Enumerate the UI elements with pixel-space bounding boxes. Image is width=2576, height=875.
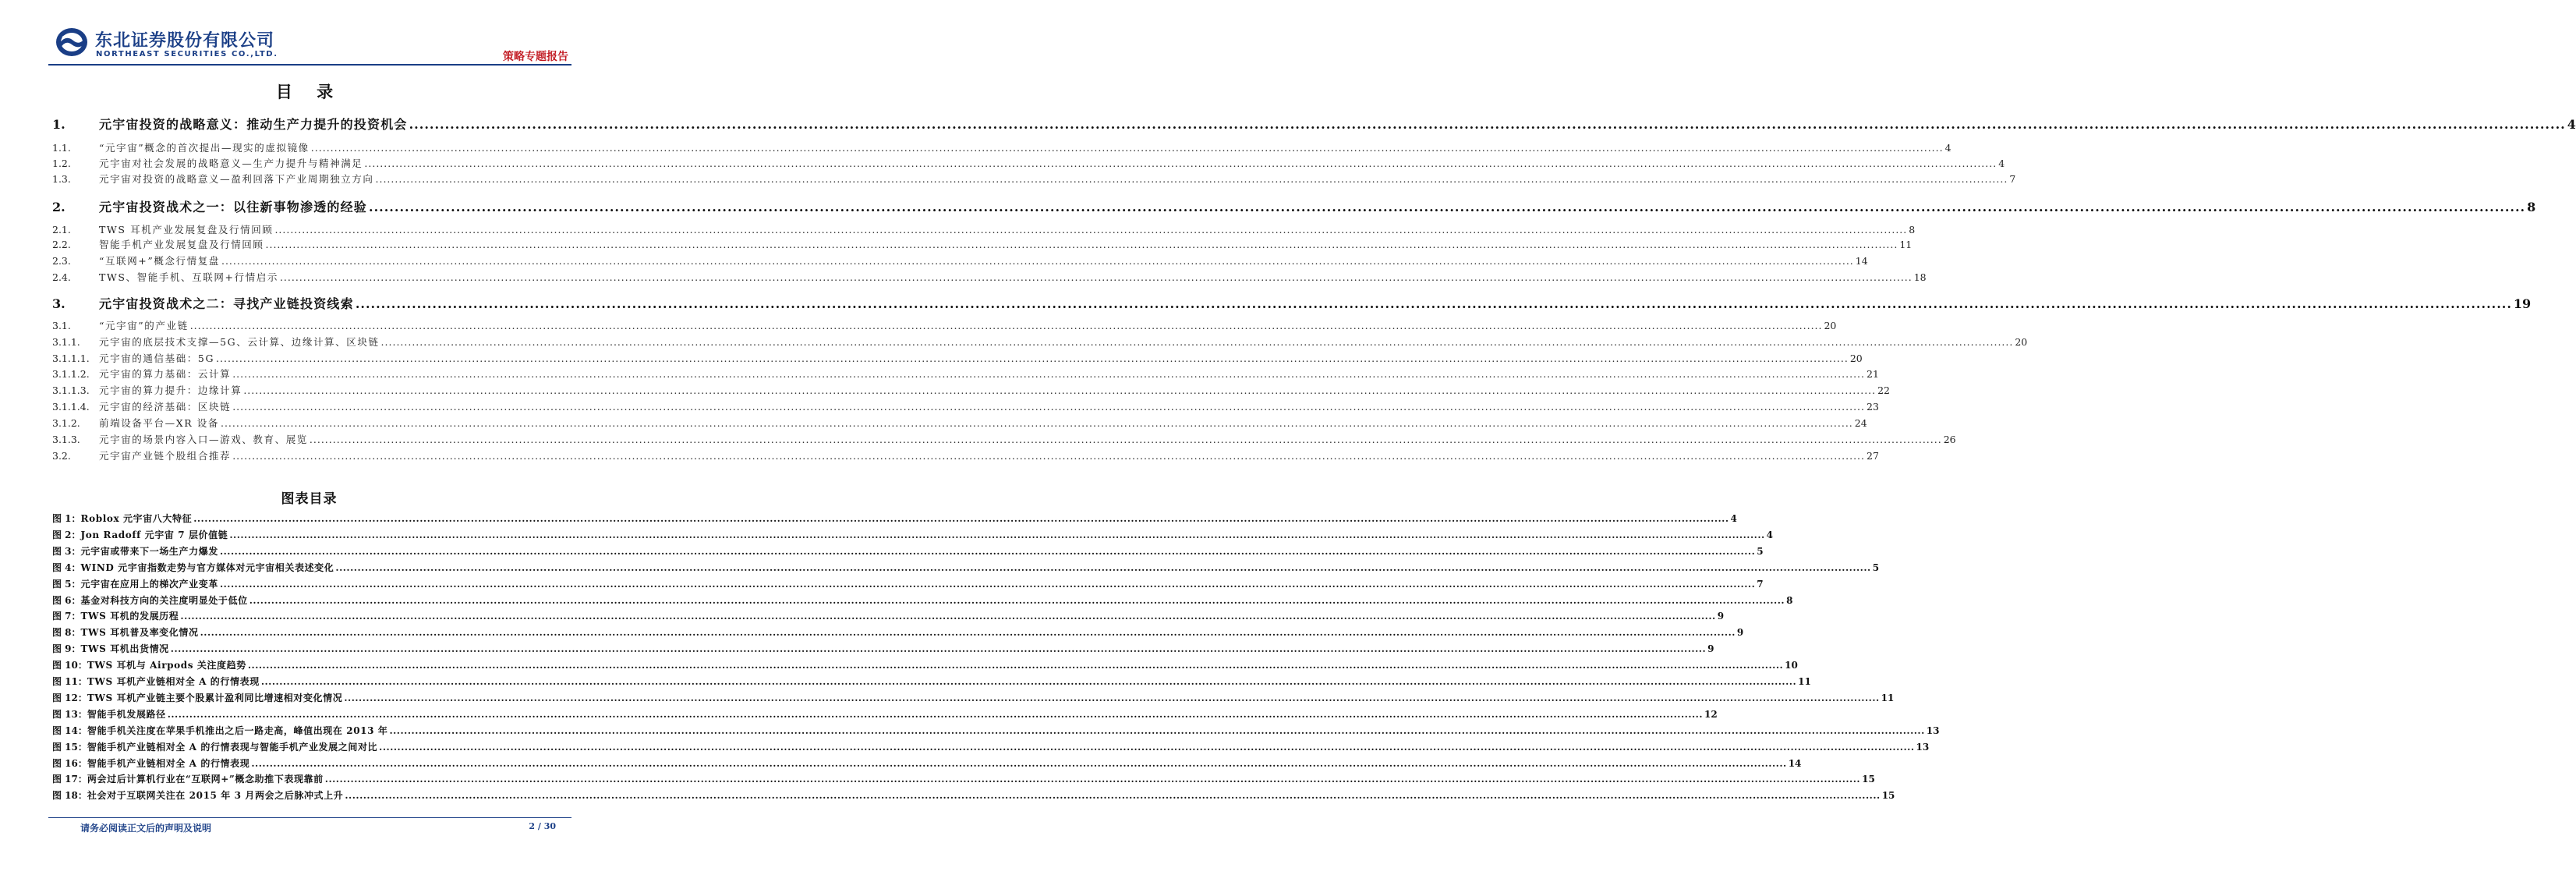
figure-entry[interactable] [52,707,1718,721]
figure-entry-number: 图 8： [52,627,81,639]
figure-entry-number: 图 13： [52,708,87,720]
figure-entry[interactable] [52,593,1793,608]
dot-leader [356,296,2512,311]
toc-entry-title: 元宇宙的算力基础：云计算 [99,368,232,380]
figure-entry-page: 9 [1717,611,1725,622]
toc-entry-page: 8 [2527,200,2536,214]
dot-leader [344,693,1879,703]
figure-entry-title: WIND 元宇宙指数走势与官方媒体对元宇宙相关表述变化 [80,561,334,573]
figure-entry-number: 图 12： [52,692,87,703]
figure-entry-number: 图 14： [52,724,87,736]
toc-entry[interactable] [52,367,1879,381]
figure-entry-number: 图 7： [52,611,81,622]
toc-entry-title: 元宇宙对投资的战略意义—盈利回落下产业周期独立方向 [99,173,374,185]
figure-entry-page: 13 [1916,741,1930,753]
figure-entry-title: 基金对科技方向的关注度明显处于低位 [80,594,248,606]
dot-leader [310,434,1942,445]
figure-entry-page: 9 [1736,627,1744,639]
figure-entry-number: 图 16： [52,757,87,769]
toc-entry-title: TWS、智能手机、互联网+行情启示 [99,271,278,283]
figure-entry-number: 图 11： [52,676,87,687]
figure-entry-number: 图 5： [52,578,81,590]
dot-leader [381,336,2014,348]
toc-entry-number: 1.1. [52,142,71,154]
figure-entry-number: 图 18： [52,790,87,802]
dot-leader [171,643,1706,654]
figure-entry-number: 图 2： [52,529,81,540]
figure-entry[interactable] [52,528,1774,542]
toc-entry-page: 4 [2567,117,2576,132]
toc-entry-number: 3.1.1.2. [52,368,90,380]
dot-leader [335,562,1870,573]
toc-entry-title: 元宇宙投资战术之二：寻找产业链投资线索 [99,296,354,311]
figure-entry[interactable] [52,691,1895,705]
figure-entry-page: 13 [1926,724,1940,736]
dot-leader [200,627,1736,638]
toc-entry-title: 元宇宙的经济基础：区块链 [99,401,232,413]
figure-entry-title: TWS 耳机产业链相对全 A 的行情表现 [87,676,260,687]
figure-entry-title: TWS 耳机产业链主要个股累计盈利同比增速相对变化情况 [87,692,343,703]
toc-entry[interactable] [52,222,1916,236]
figure-entry-number: 图 17： [52,774,87,785]
toc-entry[interactable] [52,448,1879,462]
figure-entry-title: 元宇宙或带来下一场生产力爆发 [80,545,218,557]
company-logo-icon [55,27,89,58]
toc-entry[interactable] [52,318,1837,332]
dot-leader [379,742,1914,753]
dot-leader [220,546,1755,557]
toc-entry-page: 19 [2513,296,2532,311]
figure-entry-number: 图 6： [52,594,81,606]
toc-entry[interactable] [52,156,2005,170]
toc-entry-number: 2. [52,200,65,214]
toc-entry-title: 元宇宙的底层技术支撑—5G、云计算、边缘计算、区块链 [99,336,380,348]
toc-entry[interactable] [52,197,2536,214]
toc-entry-title: 智能手机产业发展复盘及行情回顾 [99,239,264,250]
toc-entry-page: 20 [1849,352,1863,364]
dot-leader [274,224,1907,236]
dot-leader [249,595,1785,606]
figure-entry-page: 10 [1785,660,1798,671]
figure-entry-title: Jon Radoff 元宇宙 7 层价值链 [80,529,228,540]
figure-entry-title: TWS 耳机的发展历程 [80,611,179,622]
figure-entry-page: 5 [1872,561,1880,573]
toc-entry-page: 4 [1944,142,1951,154]
dot-leader [229,530,1764,540]
figure-entry-page: 8 [1786,594,1793,606]
figure-entry-number: 图 15： [52,741,87,753]
dot-leader [190,320,1823,331]
dot-leader [376,173,2008,185]
figure-entry-title: 智能手机关注度在苹果手机推出之后一路走高，峰值出现在 2013 年 [87,724,388,736]
toc-entry-page: 22 [1877,384,1891,396]
toc-entry-title: 元宇宙的场景内容入口—游戏、教育、展览 [99,434,308,445]
figure-entry-title: 元宇宙在应用上的梯次产业变革 [80,578,218,590]
toc-entry-number: 2.2. [52,239,71,250]
toc-entry-title: 元宇宙对社会发展的战略意义—生产力提升与精神满足 [99,158,363,169]
dot-leader [221,255,1854,267]
figures-heading: 图表目录 [281,491,338,507]
toc-entry-number: 3.1.1.1. [52,352,90,364]
figure-entry[interactable] [52,642,1714,656]
company-name-cn: 东北证券股份有限公司 [95,31,275,51]
toc-entry-page: 14 [1855,255,1868,267]
toc-entry-page: 4 [1998,158,2005,169]
figure-entry-page: 11 [1881,692,1895,703]
toc-entry-number: 3.2. [52,450,71,462]
figure-entry[interactable] [52,788,1895,802]
figure-entry-title: 智能手机产业链相对全 A 的行情表现 [87,757,250,769]
figure-entry-page: 14 [1788,757,1802,769]
figure-entry-title: TWS 耳机普及率变化情况 [80,627,199,639]
figure-entry[interactable] [52,512,1737,526]
figure-entry[interactable] [52,609,1725,623]
toc-entry-number: 3.1.1.3. [52,384,90,396]
toc-entry-page: 26 [1943,434,1956,445]
figure-entry-title: TWS 耳机与 Airpods 关注度趋势 [87,660,246,671]
figure-entry-title: 智能手机产业链相对全 A 的行情表现与智能手机产业发展之间对比 [87,741,378,753]
figure-entry-number: 图 9： [52,643,81,655]
dot-leader [232,368,1865,380]
toc-entry-number: 2.1. [52,224,71,236]
figure-entry[interactable] [52,756,1802,770]
figure-entry-page: 15 [1881,790,1895,802]
toc-entry[interactable] [52,140,1951,154]
toc-entry-number: 3. [52,296,65,311]
toc-entry-page: 8 [1909,224,1916,236]
dot-leader [345,790,1880,801]
figure-entry-number: 图 10： [52,660,87,671]
figure-entry[interactable] [52,577,1764,591]
figure-entry-page: 7 [1757,578,1764,590]
toc-entry-page: 11 [1899,239,1913,250]
toc-entry-number: 1. [52,117,65,132]
dot-leader [180,611,1715,622]
figure-entry-title: 智能手机发展路径 [87,708,166,720]
toc-entry[interactable] [52,237,1913,251]
dot-leader [220,579,1755,590]
dot-leader [280,271,1913,283]
figure-entry-page: 9 [1707,643,1714,655]
dot-leader [261,676,1796,687]
toc-entry-page: 20 [1824,320,1837,331]
dot-leader [364,158,1997,169]
dot-leader [248,660,1783,671]
dot-leader [232,450,1865,462]
figure-entry-number: 图 3： [52,545,81,557]
figure-entry[interactable] [52,675,1811,689]
toc-entry-title: “互联网+”概念行情复盘 [99,255,220,267]
page-number: 2 / 30 [529,821,556,831]
toc-entry[interactable] [52,351,1863,365]
toc-entry[interactable] [52,270,1927,284]
toc-entry-title: “元宇宙”的产业链 [99,320,189,331]
dot-leader [221,417,1853,429]
dot-leader [216,352,1849,364]
figure-entry-page: 12 [1704,708,1718,720]
figure-entry-page: 4 [1766,529,1774,540]
footer-divider [48,817,571,818]
toc-entry-number: 2.4. [52,271,71,283]
dot-leader [266,239,1898,250]
toc-entry[interactable] [52,335,2028,349]
toc-entry[interactable] [52,172,2016,186]
toc-entry[interactable] [52,383,1891,397]
toc-entry-page: 23 [1867,401,1879,413]
toc-entry[interactable] [52,294,2532,311]
toc-entry-number: 2.3. [52,255,71,267]
company-name-en: NORTHEAST SECURITIES CO.,LTD. [96,50,278,58]
toc-entry-title: “元宇宙”概念的首次提出—现实的虚拟镜像 [99,142,310,154]
dot-leader [389,725,1924,736]
figure-entry-title: TWS 耳机出货情况 [80,643,169,655]
toc-entry[interactable] [52,399,1879,413]
toc-entry-number: 3.1.1.4. [52,401,90,413]
toc-heading: 目 录 [275,83,343,101]
toc-entry-number: 3.1.2. [52,417,80,429]
header-divider [48,64,571,66]
toc-entry-title: 前端设备平台—XR 设备 [99,417,219,429]
figure-entry-title: 两会过后计算机行业在“互联网+”概念助推下表现靠前 [87,774,324,785]
toc-entry[interactable] [52,115,2576,132]
toc-entry-number: 3.1.1. [52,336,80,348]
toc-entry-page: 24 [1854,417,1867,429]
toc-entry-title: TWS 耳机产业发展复盘及行情回顾 [99,224,274,236]
figure-entry[interactable] [52,658,1798,672]
figure-entry-number: 图 4： [52,561,81,573]
figure-entry-title: 社会对于互联网关注在 2015 年 3 月两会之后脉冲式上升 [87,790,344,802]
report-type-label: 策略专题报告 [503,51,568,63]
toc-entry[interactable] [52,416,1867,430]
toc-entry-title: 元宇宙投资战术之一：以往新事物渗透的经验 [99,200,368,214]
toc-entry-title: 元宇宙的通信基础：5G [99,352,215,364]
toc-entry-number: 3.1.3. [52,434,80,445]
toc-entry-page: 18 [1913,271,1927,283]
figure-entry[interactable] [52,544,1764,558]
toc-entry-page: 20 [2015,336,2028,348]
toc-entry-page: 7 [2009,173,2016,185]
toc-entry-page: 27 [1867,450,1879,462]
figure-entry-title: Roblox 元宇宙八大特征 [80,513,193,524]
toc-entry-title: 元宇宙投资的战略意义：推动生产力提升的投资机会 [99,117,408,132]
figure-entry-page: 5 [1757,545,1764,557]
figure-entry[interactable] [52,772,1875,786]
figure-entry[interactable] [52,740,1930,754]
figure-entry-page: 11 [1798,676,1811,687]
figure-entry-page: 15 [1862,774,1875,785]
dot-leader [369,200,2525,214]
figure-entry-number: 图 1： [52,513,81,524]
figure-entry[interactable] [52,724,1940,738]
toc-entry-number: 1.3. [52,173,71,185]
toc-entry-title: 元宇宙产业链个股组合推荐 [99,450,232,462]
toc-entry-number: 1.2. [52,158,71,169]
dot-leader [193,513,1729,524]
toc-entry[interactable] [52,253,1868,267]
toc-entry-number: 3.1. [52,320,71,331]
dot-leader [232,401,1865,413]
figure-entry[interactable] [52,625,1744,639]
toc-entry[interactable] [52,432,1956,446]
dot-leader [409,117,2566,132]
dot-leader [325,774,1860,785]
footer-disclaimer[interactable]: 请务必阅读正文后的声明及说明 [80,823,212,834]
page-header [48,23,571,64]
toc-entry-title: 元宇宙的算力提升：边缘计算 [99,384,242,396]
figure-entry-page: 4 [1730,513,1737,524]
dot-leader [168,709,1703,720]
figure-entry[interactable] [52,561,1880,575]
toc-entry-page: 21 [1867,368,1879,380]
dot-leader [243,384,1876,396]
dot-leader [251,758,1786,769]
dot-leader [311,142,1944,154]
